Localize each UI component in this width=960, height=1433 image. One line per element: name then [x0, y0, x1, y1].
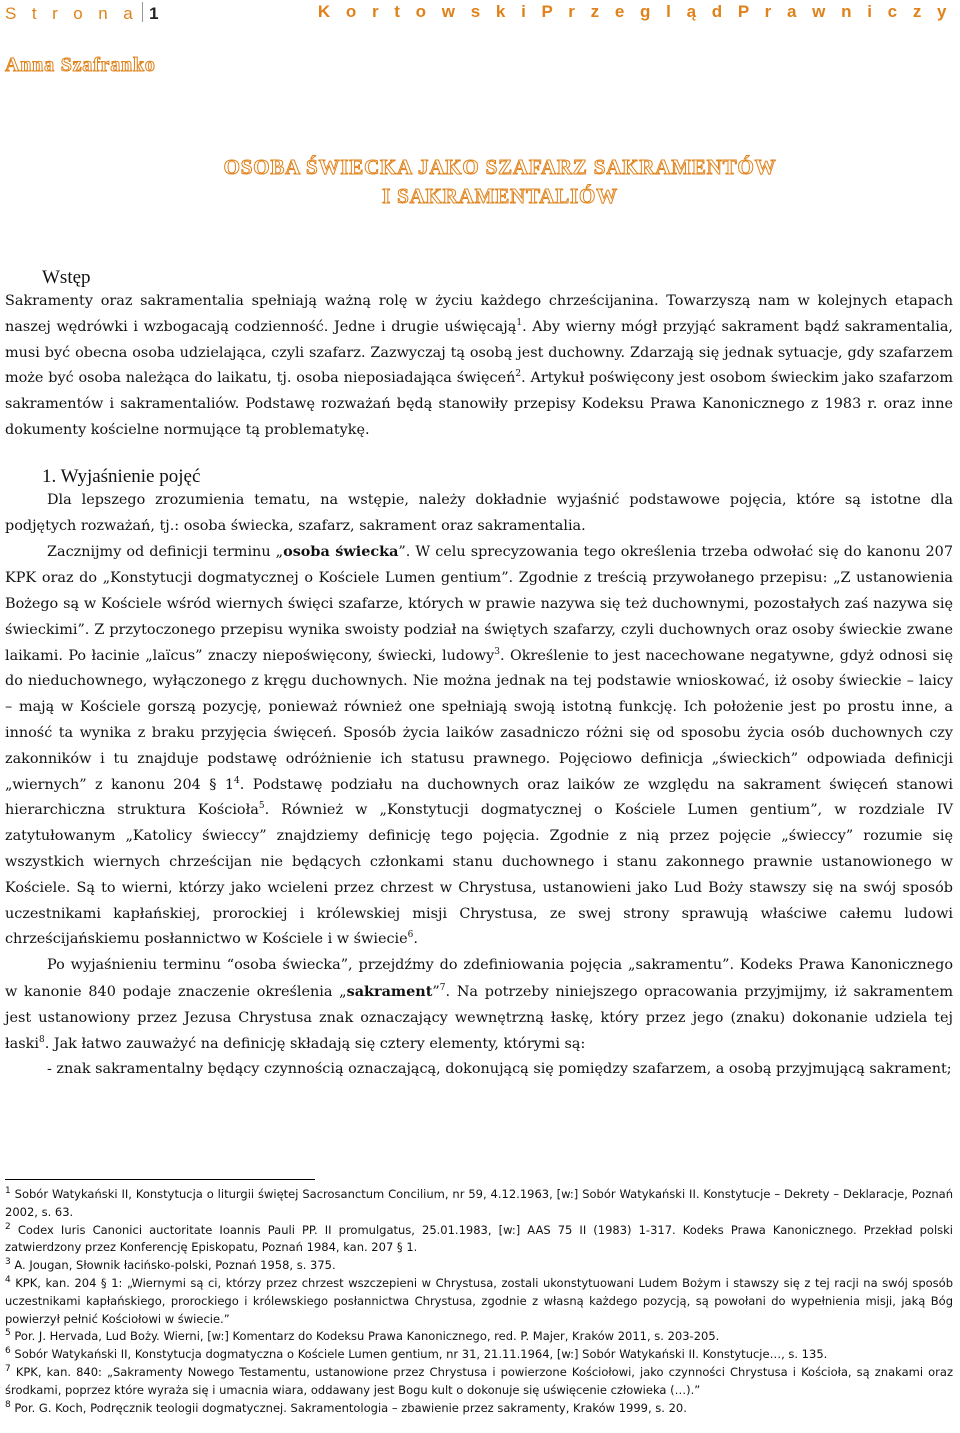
p3-text-d: . Jak łatwo zauważyć na definicję składają się cztery elementy, którymi są:	[44, 1035, 586, 1052]
footnote-text: Sobór Watykański II, Konstytucja dogmatyczna o Kościele Lumen gentium, nr 31, 21.11.1964, [w:] Sobór Watykański II. Konstytucje…, s. 135.	[10, 1347, 828, 1362]
footnotes	[5, 1186, 953, 1417]
footnote-ref-4[interactable]: 4	[234, 775, 240, 786]
footnote-number: 4	[5, 1275, 11, 1286]
footnote-text: KPK, kan. 204 § 1: „Wiernymi są ci, którzy przez chrzest wszczepieni w Chrystusa, zostali ukonstytuowani Ludem Bożym i stawszy się z tej racji na swój sposób uczestnikami kapłańskiego, prorockiego i królewskiego posłannictwa Chrystusa, zgodnie z własną każdego pozycją, są powołani do wypełnienia misji, jaką Bóg powierzył pełnić Kościołowi w świecie.”	[5, 1275, 953, 1326]
footnote-text: Sobór Watykański II, Konstytucja o liturgii świętej Sacrosanctum Concilium, nr 59, 4.12.1963, [w:] Sobór Watykański II. Konstytucje – Dekrety – Deklaracje, Poznań 2002, s. 63.	[5, 1187, 953, 1219]
footnote-separator	[5, 1179, 315, 1180]
intro-text-3: . Artykuł poświęcony jest osobom świeckim jako szafarzom sakramentów i sakramentaliów. Podstawę rozważań będą stanowiły przepisy Kodeksu Prawa Kanonicznego z 1983 r. oraz inne dokumenty kościelne normujące tą problematykę.	[5, 370, 953, 438]
footnote	[5, 1186, 953, 1222]
header-divider	[142, 2, 143, 22]
article-title-line-2: I SAKRAMENTALIÓW	[382, 184, 618, 208]
p2-text-c: . Określenie to jest nacechowane negatywne, gdyż odnosi się do nieduchownego, wyłączonego z kręgu duchownych. Nie można jednak na tej podstawie wnioskować, iż osoby świeckie – laicy – mają w Kościele gorszą pozycję, ponieważ również one spełniają swoją istotną funkcję. Ich położenie jest po prostu inne, a inność ta wynika z braku przyjęcia święceń. Sposób życia laików zasadniczo różni się od sposobu życia osób duchownych czy zakonników i tu znajduje podstawę odróżnienie ich statusu prawnego. Pojęciowo definicja „świeckich” odpowiada definicji „wiernych” z kanonu 204 § 1	[5, 647, 953, 793]
footnote-ref-7[interactable]: 7	[439, 983, 446, 994]
p2-text-b: ”. W celu sprecyzowania tego określenia trzeba odwołać się do kanonu 207 KPK oraz do „Konstytucji dogmatycznej o Kościele Lumen gentium”. Zgodnie z treścią przywołanego przepisu: „Z ustanowienia Bożego są w Kościele wśród wiernych święci szafarze, których w prawie nazywa się też duchownymi, pozostałych zaś nazywa się świeckimi”. Z przytoczonego przepisu wynika swoisty podział na świętych szafarzy, czyli duchownych oraz osoby świeckie zwane laikami. Po łacinie „laïcus” znaczy niepoświęcony, świecki, ludowy	[5, 544, 953, 664]
footnote-text: A. Jougan, Słownik łacińsko-polski, Poznań 1958, s. 375.	[10, 1258, 336, 1273]
footnote	[5, 1346, 953, 1364]
footnote	[5, 1222, 953, 1258]
footnote-number: 7	[5, 1364, 11, 1375]
footnote-number: 1	[5, 1186, 11, 1197]
footnote	[5, 1275, 953, 1328]
p2-text-d: . Podstawę podziału na duchownych oraz laików ze względu na sakrament święceń stanowi hierarchiczna struktura Kościoła	[5, 776, 953, 819]
intro-text-1: Sakramenty oraz sakramentalia spełniają ważną rolę w życiu każdego chrześcijanina. Towarzyszą nam w kolejnych etapach naszej wędrówki i wzbogacają codzienność. Jedne i drugie uświęcają	[5, 293, 953, 335]
footnote-text: KPK, kan. 840: „Sakramenty Nowego Testamentu, ustanowione przez Chrystusa i powierzone Kościołowi, jako czynności Chrystusa i Kościoła, są znakami oraz środkami, poprzez które wyraża się i umacnia wiara, oddawany jest Bogu kult o dokonuje się uświęcenie człowieka (…).”	[5, 1364, 953, 1397]
section-heading-intro: Wstęp	[42, 267, 91, 288]
footnote-ref-3[interactable]: 3	[494, 646, 500, 657]
intro-paragraph	[5, 289, 953, 444]
footnote-text: Por. J. Hervada, Lud Boży. Wierni, [w:] Komentarz do Kodeksu Prawa Kanonicznego, red. P. Majer, Kraków 2011, s. 203-205.	[10, 1329, 720, 1344]
running-header	[5, 2, 952, 24]
footnote-number: 3	[5, 1257, 11, 1268]
p2-text-e: . Również w „Konstytucji dogmatycznej o Kościele Lumen gentium”, w rozdziale IV zatytułowanym „Katolicy świeccy” znajdziemy definicję tego pojęcia. Zgodnie z nią przez pojęcie „świeccy” rozumie się wszystkich wiernych chrześcijan nie będących członkami stanu duchownego i stanu zakonnego prawnie ustanowionego w Kościele. Są to wierni, którzy jako wcieleni przez chrzest w Chrystusa, ustanowieni jako Lud Boży stawszy się na swój sposób uczestnikami kapłańskiej, prorockiej i królewskiej misji Chrystusa, ze swej strony sprawują właściwe całemu ludowi chrześcijańskiemu posłannictwo w Kościele i w świecie	[5, 802, 953, 948]
author-name: Anna Szafranko	[5, 54, 156, 76]
page-number: 1	[149, 4, 164, 23]
p2-text-f: .	[413, 931, 418, 948]
p3-text-c: . Na potrzeby niniejszego opracowania przyjmijmy, iż sakramentem jest ustanowiony przez Jezusa Chrystusa znak oznaczający wewnętrzną łaskę, który przez jego (znaku) dokonanie udziela tej łaski	[5, 983, 953, 1052]
page-indicator	[5, 2, 164, 24]
section1-paragraph-3	[5, 953, 953, 1057]
footnote	[5, 1400, 953, 1418]
page-label: S t r o n a	[5, 4, 139, 23]
article-title-line-1: OSOBA ŚWIECKA JAKO SZAFARZ SAKRAMENTÓW	[223, 155, 777, 179]
journal-title: K o r t o w s k i P r z e g l ą d P r a w n i c z y	[317, 2, 952, 21]
footnote-ref-8[interactable]: 8	[38, 1034, 45, 1045]
p3-text-a: Po wyjaśnieniu terminu “osoba świecka”, przejdźmy do zdefiniowania pojęcia „sakramentu”. Kodeks Prawa Kanonicznego w kanonie 840 podaje znaczenie określenia „	[5, 957, 953, 1000]
list-item: - znak sakramentalny będący czynnością oznaczającą, dokonującą się pomiędzy szafarzem, a osobą przyjmującą sakrament;	[47, 1061, 952, 1078]
intro-text-2: . Aby wierny mógł przyjąć sakrament bądź sakramentalia, musi być obecna osoba udzielająca, czyli szafarz. Zazwyczaj tą osobą jest duchowny. Zdarzają się jednak sytuacje, gdy szafarzem może być osoba należąca do laikatu, tj. osoba nieposiadająca święceń	[5, 318, 954, 387]
footnote	[5, 1364, 953, 1400]
p3-text-b: ”	[432, 983, 440, 1000]
footnote-text: Codex Iuris Canonici auctoritate Ioannis Pauli PP. II promulgatus, 25.01.1983, [w:] AAS 75 II (1983) 1-317. Kodeks Prawa Kanonicznego. Przekład polski zatwierdzony przez Konferencję Episkopatu, Poznań 1984, kan. 207 § 1.	[5, 1222, 953, 1255]
footnote-ref-1[interactable]: 1	[516, 318, 523, 328]
section-gap	[5, 444, 953, 461]
article-title	[0, 153, 960, 211]
section1-paragraph-2	[5, 539, 953, 953]
footnote-ref-5[interactable]: 5	[258, 801, 265, 812]
section-heading-1: 1. Wyjaśnienie pojęć	[42, 465, 201, 487]
footnote-text: Por. G. Koch, Podręcznik teologii dogmatycznej. Sakramentologia – zbawienie przez sakramenty, Kraków 1999, s. 20.	[10, 1400, 687, 1415]
section1-paragraph-1: Dla lepszego zrozumienia tematu, na wstępie, należy dokładnie wyjaśnić podstawowe pojęcia, które są istotne dla podjętych rozważań, tj.: osoba świecka, szafarz, sakrament oraz sakramentalia.	[5, 491, 953, 534]
article-body	[5, 262, 953, 1083]
footnote	[5, 1328, 953, 1346]
p2-text-a: Zacznijmy od definicji terminu „	[47, 544, 284, 561]
term-sakrament: sakrament	[346, 982, 433, 1000]
footnote-number: 6	[5, 1346, 11, 1357]
term-osoba-swiecka: osoba świecka	[283, 543, 399, 561]
footnote	[5, 1257, 953, 1275]
footnote-ref-6[interactable]: 6	[407, 930, 414, 941]
footnote-number: 8	[5, 1399, 11, 1410]
footnote-ref-2[interactable]: 2	[515, 369, 522, 380]
footnote-number: 5	[5, 1328, 11, 1339]
footnote-number: 2	[5, 1221, 11, 1232]
